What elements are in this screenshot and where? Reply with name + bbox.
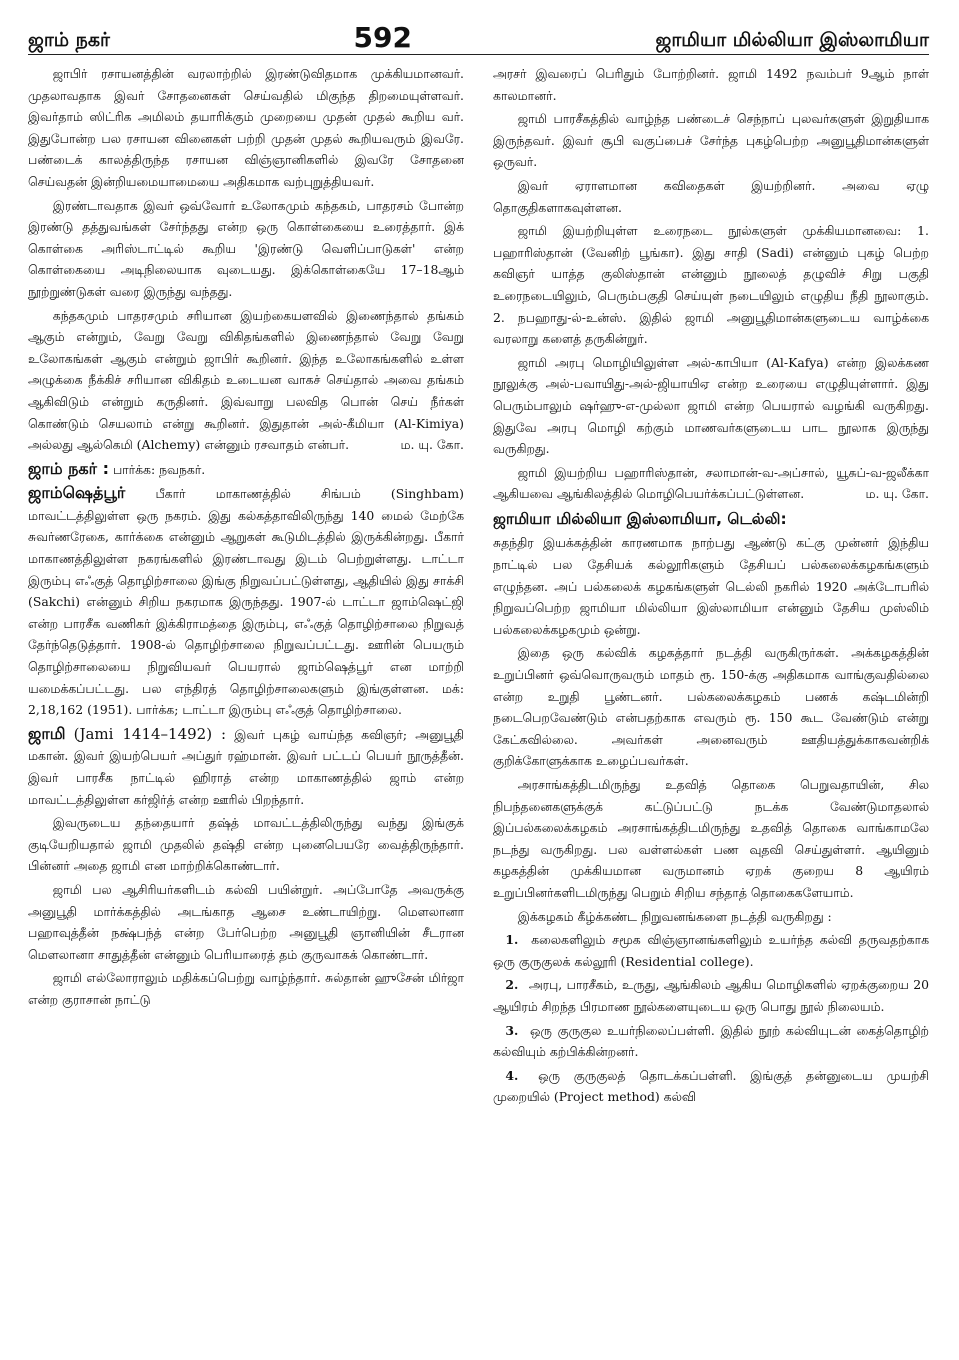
list-text: அரபு, பாரசீகம், உருது, ஆங்கிலம் ஆகிய மொழிகளில் ஏறக்குறைய 20 ஆயிரம் சிறந்த பிரமாண நூல்களையுடைய ஒரு பொது நூல் நிலையம். (493, 977, 929, 1014)
paragraph: ஜாமி அரபு மொழியிலுள்ள அல்-காபியா (Al-Kafya) என்ற இலக்கண நூலுக்கு அல்-பவாயிது-அல்-ஜியாயிஏ என்ற உரையை எழுதியுள்ளார். இது பெரும்பாலும் ஷர்ஹு-எ-முல்லா ஜாமி என்ற பெயரால் வழங்கி வருகிறது. இதுவே அரபு மொழி கற்கும் மாணவர்களுடைய பாட நூலாக இருந்து வருகிறது. (493, 354, 929, 457)
entry-heading-jamia: ஜாமியா மில்லியா இஸ்லாமியா, டெல்லி: (493, 509, 787, 528)
list-item (493, 1020, 929, 1063)
list-text: ஒரு குருகுலத் தொடக்கப்பள்ளி. இங்குத் தன்னுடைய முயற்சி முறையில் (Project method) கல்வி (493, 1067, 929, 1105)
paragraph: இவருடைய தந்தையார் தஷ்த் மாவட்டத்திலிருந்து வந்து இங்குக் குடியேறியதால் ஜாமி முதலில் தஷ்தி என்ற புனைபெயரே வைத்திருந்தார். பின்னர் அதை ஜாமி என மாற்றிக்கொண்டார். (28, 815, 464, 874)
list-number: 3. (505, 1022, 519, 1038)
author-initials: ம. யு. கோ. (865, 486, 929, 502)
list-item (493, 1065, 929, 1108)
paragraph: இவர் ஏராளமான கவிதைகள் இயற்றினர். அவை ஏழு தொகுதிகளாகவுள்ளன. (493, 177, 929, 215)
left-column (28, 63, 464, 1353)
paragraph: ஜாமி பல ஆசிரியர்களிடம் கல்வி பயின்றுர். அப்போதே அவருக்கு அனுபூதி மார்க்கத்தில் அடங்காத ஆசை உண்டாயிற்று. மௌலானா பஹாவுத்தீன் நக்ஷ்பந்த் என்ற பேர்பெற்ற அனுபூதி ஞானியின் சீடரான மௌலானா சாதுத்தீன் என்னும் பெரியாரைத் தம் குருவாகக் கொண்டார். (28, 881, 464, 962)
list-text: கலைகளிலும் சமூக விஞ்ஞானங்களிலும் உயர்ந்த கல்வி தருவதற்காக ஒரு குருகுலக் கல்லூரி (Residential college). (493, 932, 929, 969)
list-text: ஒரு குருகுல உயர்நிலைப்பள்ளி. இதில் நூற் கல்வியுடன் கைத்தொழிற் கல்வியும் கற்பிக்கின்றனர். (493, 1022, 929, 1060)
paragraph: அரசர் இவரைப் பெரிதும் போற்றினர். ஜாமி 1492 நவம்பர் 9ஆம் நாள் காலமானர். (493, 66, 929, 103)
page-number: 592 (353, 21, 412, 54)
list-number: 2. (505, 977, 519, 993)
paragraph: ஜாமி எல்லோராலும் மதிக்கப்பெற்று வாழ்ந்தார். சுல்தான் ஹுசேன் மிர்ஜா என்ற குராசான் நாட்டு (28, 970, 464, 1007)
paragraph: இரண்டாவதாக இவர் ஒவ்வோர் உலோகமும் கந்தகம், பாதரசம் போன்ற இரண்டு தத்துவங்கள் சேர்ந்தது என்ற ஒரு கொள்கையை உரைத்தார். இக் கொள்கை அரிஸ்டாட்டில் கூறிய 'இரண்டு வெளிப்பாடுகள்' என்ற கொள்கையை அடிநிலையாக வுடையது. இக்கொள்கையே 17–18ஆம் நூற்றுண்டுகள் வரை இருந்து வந்தது. (28, 197, 464, 299)
list-number: 1. (505, 932, 519, 948)
entry-heading: ஜாம்ஷெத்பூர் (28, 483, 126, 503)
entry-jami (28, 723, 464, 810)
page-header (28, 14, 929, 55)
author-initials: ம. யு. கோ. (400, 437, 464, 453)
paragraph (493, 462, 929, 505)
paragraph: இதை ஒரு கல்விக் கழகத்தார் நடத்தி வருகிருர்கள். அக்கழகத்தின் உறுப்பினர் ஒவ்வொருவரும் மாதம் ரூ. 150-க்கு அதிகமாக வாங்குவதில்லை என்ற உறுதி பூண்டனர். பல்கலைக்கழகம் பணக் கஷ்டமின்றி நடைபெறவேண்டும் என்பதற்காக எவரும் ரூ. 150 கூட வேண்டும் என்று கேட்கவில்லை. அவர்கள் அனைவரும் ஊதியத்துக்காகவன்றிக் குறிக்கோளுக்காக உழைப்பவர்கள். (493, 645, 929, 769)
entry-body: இவர் புகழ் வாய்ந்த கவிஞர்; அனுபூதி மகான். இவர் இயற்பெயர் அப்துர் ரஹ்மான். இவர் பட்டப் பெயர் நூருத்தீன். இவர் பாரசீக நாட்டில் ஹிராத் என்ற மாகாணத்தில் ஜாம் என்ற மாவட்டத்திலுள்ள கர்ஜிர்த் என்ற ஊரில் பிறந்தார். (28, 726, 464, 807)
entry-body: பீகார் மாகாணத்தில் சிங்பம் (Singhbam) மாவட்டத்திலுள்ள ஒரு நகரம். இது கல்கத்தாவிலிருந்து 140 மைல் மேற்கே சுவர்ணரேகை, கார்க்கை என்னும் ஆறுகள் கூடுமிடத்தில் இருக்கின்றது. பீகார் மாகாணத்திலுள்ள நகரங்களில் இரண்டாவது இடம் பெற்றுள்ளது. டாட்டா இரும்பு எஃகுத் தொழிற்சாலை இங்கு நிறுவப்பட்டுள்ளது, ஆதியில் இது சாக்சி (Sakchi) என்னும் சிறிய நகரமாக இருந்தது. 1907-ல் டாட்டா ஜாம்ஷெட்ஜி என்ற பாரசீக வணிகர் இக்கிராமத்தை இரும்பு, எஃகுத் தொழிற்சாலை நிறுவத் தேர்ந்தெடுத்தார். 1908-ல் தொழிற்சாலை நிறுவப்பட்டது. ஊரின் பெயரும் தொழிற்சாலையை நிறுவியவர் பெயரால் ஜாம்ஷெத்பூர் என மாற்றி யமைக்கப்பட்டது. பல எந்திரத் தொழிற்சாலைகளும் இங்குள்ளன. மக்: 2,18,162 (1951). பார்க்க; டாட்டா இரும்பு எஃகுத் தொழிற்சாலை. (28, 486, 464, 718)
paragraph: ஜாமி பாரசீகத்தில் வாழ்ந்த பண்டைச் செந்நாப் புலவர்களுள் இறுதியாக இருந்தவர். இவர் சூபி வகுப்பைச் சேர்ந்த புகழ்பெற்ற அனுபூதிமான்களுள் ஒருவர். (493, 111, 929, 170)
paragraph-text: ஜாமி இயற்றிய பஹாரிஸ்தான், சலாமான்-வ-அப்சால், யூசுப்-வ-ஜலீக்கா ஆகியவை ஆங்கிலத்தில் மொழிபெயர்க்கப்பட்டுள்ளன. (493, 464, 929, 502)
paragraph: ஜாமி இயற்றியுள்ள உரைநடை நூல்களுள் முக்கியமானவை: 1. பஹாரிஸ்தான் (வேனிற் பூங்கா). இது சாதி (Sadi) என்னும் புகழ் பெற்ற கவிஞர் யாத்த குலிஸ்தான் என்னும் நூலைத் தழுவிச் சிறு பகுதி உரைநடையிலும், பெரும்பகுதி செய்யுள் நடையிலும் எழுதிய நீதி நூலாகும். 2. நபஹாது-ல்-உன்ஸ். இதில் ஜாமி அனுபூதிமான்களுடைய வாழ்க்கை வரலாறு களைத் தருகின்றுர். (493, 223, 929, 347)
list-number: 4. (505, 1067, 519, 1083)
entry-heading: ஜாமி (28, 723, 66, 743)
list-item (493, 929, 929, 972)
header-left-keyword: ஜாம் நகர் (28, 29, 110, 51)
entry-latin-name: (Jami 1414–1492) : (73, 724, 227, 743)
entry-heading: ஜாம் நகர் : (28, 458, 109, 478)
paragraph: சுதந்திர இயக்கத்தின் காரணமாக நாற்பது ஆண்டு கட்கு முன்னர் இந்திய நாட்டில் பல தேசியக் கல்லூரிகளும் தேசியப் பல்கலைக்கழகங்களும் எழுந்தன. அப் பல்கலைக் கழகங்களுள் டெல்லி நகரில் 1920 அக்டோபரில் நிறுவப்பெற்ற ஜாமியா மில்லியா இஸ்லாமியா என்னும் தேசிய முஸ்லிம் பல்கலைக்கழகமும் ஒன்று. (493, 535, 929, 637)
entry-jamshedpur (28, 482, 464, 721)
list-item (493, 974, 929, 1017)
paragraph: அரசாங்கத்திடமிருந்து உதவித் தொகை பெறுவதாயின், சில நிபந்தனைகளுக்குக் கட்டுப்பட்டு நடக்க வேண்டுமாதலால் இப்பல்கலைக்கழகம் அரசாங்கத்திடமிருந்து உதவித் தொகை வாங்காமலே நடந்து வருகிறது. பல வள்ளல்கள் பண வுதவி செய்துள்ளர். ஆயினும் கழகத்தின் முக்கியமான வருமானம் ஏறக் குறைய 8 ஆயிரம் உறுப்பினர்களிடமிருந்து பெறும் சிறிய சந்தாத் தொகைகளேயாம். (493, 777, 929, 900)
entry-jamnagar (28, 458, 464, 481)
right-column (493, 63, 929, 1353)
paragraph-text: கந்தகமும் பாதரசமும் சரியான இயற்கையளவில் இணைந்தால் தங்கம் ஆகும் என்றும், வேறு வேறு விகிதங்களில் இணைந்தால் வேறு வேறு உலோகங்கள் ஆகும் என்றும் ஜாபிர் கூறினர். இந்த உலோகங்களில் உள்ள அழுக்கை நீக்கிச் சரியான விகிதம் உடையன வாகச் செய்தால் அவை தங்கம் ஆகிவிடும் என்றும் கருதினர். இவ்வாறு பலவித பொன் செய் நீர்கள் கொண்டும் செயலாம் என்று கூறினர். இதுதான் அல்-கீமியா (Al-Kimiya) அல்லது ஆல்கெமி (Alchemy) என்னும் ரசவாதம் என்பர். (28, 307, 464, 453)
header-right-keyword: ஜாமியா மில்லியா இஸ்லாமியா (655, 29, 929, 51)
entry-body: பார்க்க: நவநகர். (112, 461, 206, 477)
paragraph (28, 305, 464, 456)
paragraph: ஜாபிர் ரசாயனத்தின் வரலாற்றில் இரண்டுவிதமாக முக்கியமானவர். முதலாவதாக இவர் சோதனைகள் செய்வதில் மிகுந்த திறமையுள்ளவர். இவர்தாம் ஸிட்ரிக அமிலம் தயாரிக்கும் முறையை முதன் முதல் கூறிய வர். இதுபோன்ற பல ரசாயன வினைகள் பற்றி முதன் முதல் கூறியவரும் இவரே. பண்டைக் காலத்திருந்த ரசாயன விஞ்ஞானிகளில் இவரே சோதனை செய்வதன் இன்றியமையாமையை அதிகமாக வற்புறுத்தியவர். (28, 66, 464, 189)
paragraph: இக்கழகம் கீழ்க்கண்ட நிறுவனங்களை நடத்தி வருகிறது : (517, 908, 832, 924)
